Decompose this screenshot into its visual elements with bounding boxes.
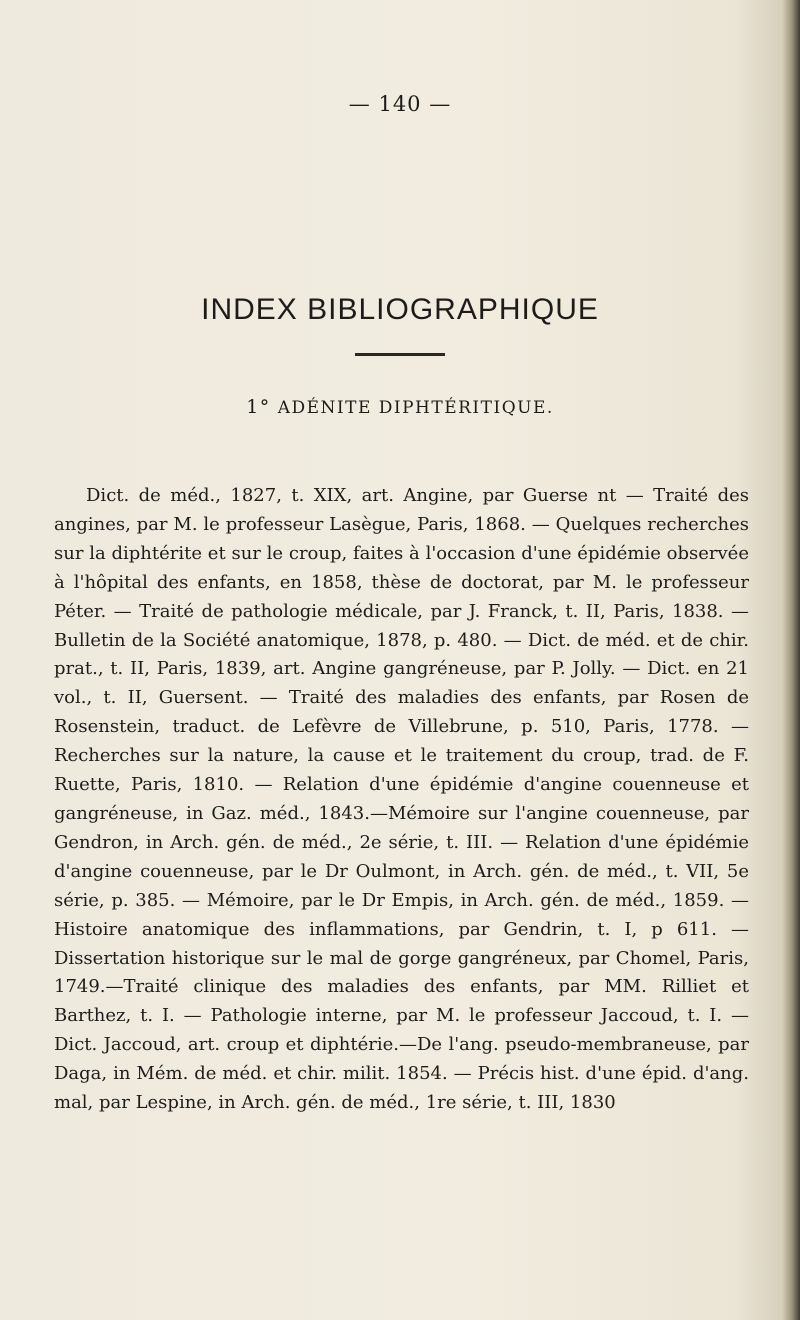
bibliography-entries: Dict. de méd., 1827, t. XIX, art. Angine, par Guerse nt — Traité des angines, par M. le professeur Lasègue, Paris, 1868. — Quelques recherches sur la diphtérite et sur le croup, faites à l'occasion d'une épidémie observée à l'hôpital des enfants, en 1858, thèse de doctorat, par M. le professeur Péter. — Traité de pathologie médicale, par J. Franck, t. II, Paris, 1838. — Bulletin de la Société anatomique, 1878, p. 480. — Dict. de méd. et de chir. prat., t. II, Paris, 1839, art. Angine gangréneuse, par P. Jolly. — Dict. en 21 vol., t. II, Guersent. — Traité des maladies des enfants, par Rosen de Rosenstein, traduct. de Lefèvre de Villebrune, p. 510, Paris, 1778. — Recherches sur la nature, la cause et le traitement du croup, trad. de F. Ruette, Paris, 1810. — Relation d'une épidémie d'angine couenneuse et gangréneuse, in Gaz. méd., 1843.—Mémoire sur l'angine couenneuse, par Gendron, in Arch. gén. de méd., 2e série, t. III. — Relation d'une épidémie d'angine couenneuse, par le Dr Oulmont, in Arch. gén. de méd., t. VII, 5e série, p. 385. — Mémoire, par le Dr Empis, in Arch. gén. de méd., 1859. —Histoire anatomique des inflammations, par Gendrin, t. I, p 611. — Dissertation historique sur le mal de gorge gangréneux, par Chomel, Paris, 1749.—Traité clinique des maladies des enfants, par MM. Rilliet et Barthez, t. I. — Pathologie interne, par M. le professeur Jaccoud, t. I. — Dict. Jaccoud, art. croup et diphtérie.—De l'ang. pseudo-membraneuse, par Daga, in Mém. de méd. et chir. milit. 1854. — Précis hist. d'une épid. d'ang. mal, par Lespine, in Arch. gén. de méd., 1re série, t. III, 1830 [54,485,749,1114]
section-title: ADÉNITE DIPHTÉRITIQUE. [277,398,554,418]
index-title: INDEX BIBLIOGRAPHIQUE [201,293,599,326]
page-number: — 140 — [348,92,452,116]
page-spine-shadow [782,0,800,1320]
section-number: 1° [246,396,271,418]
section-heading [0,396,800,418]
title-divider [355,353,445,356]
